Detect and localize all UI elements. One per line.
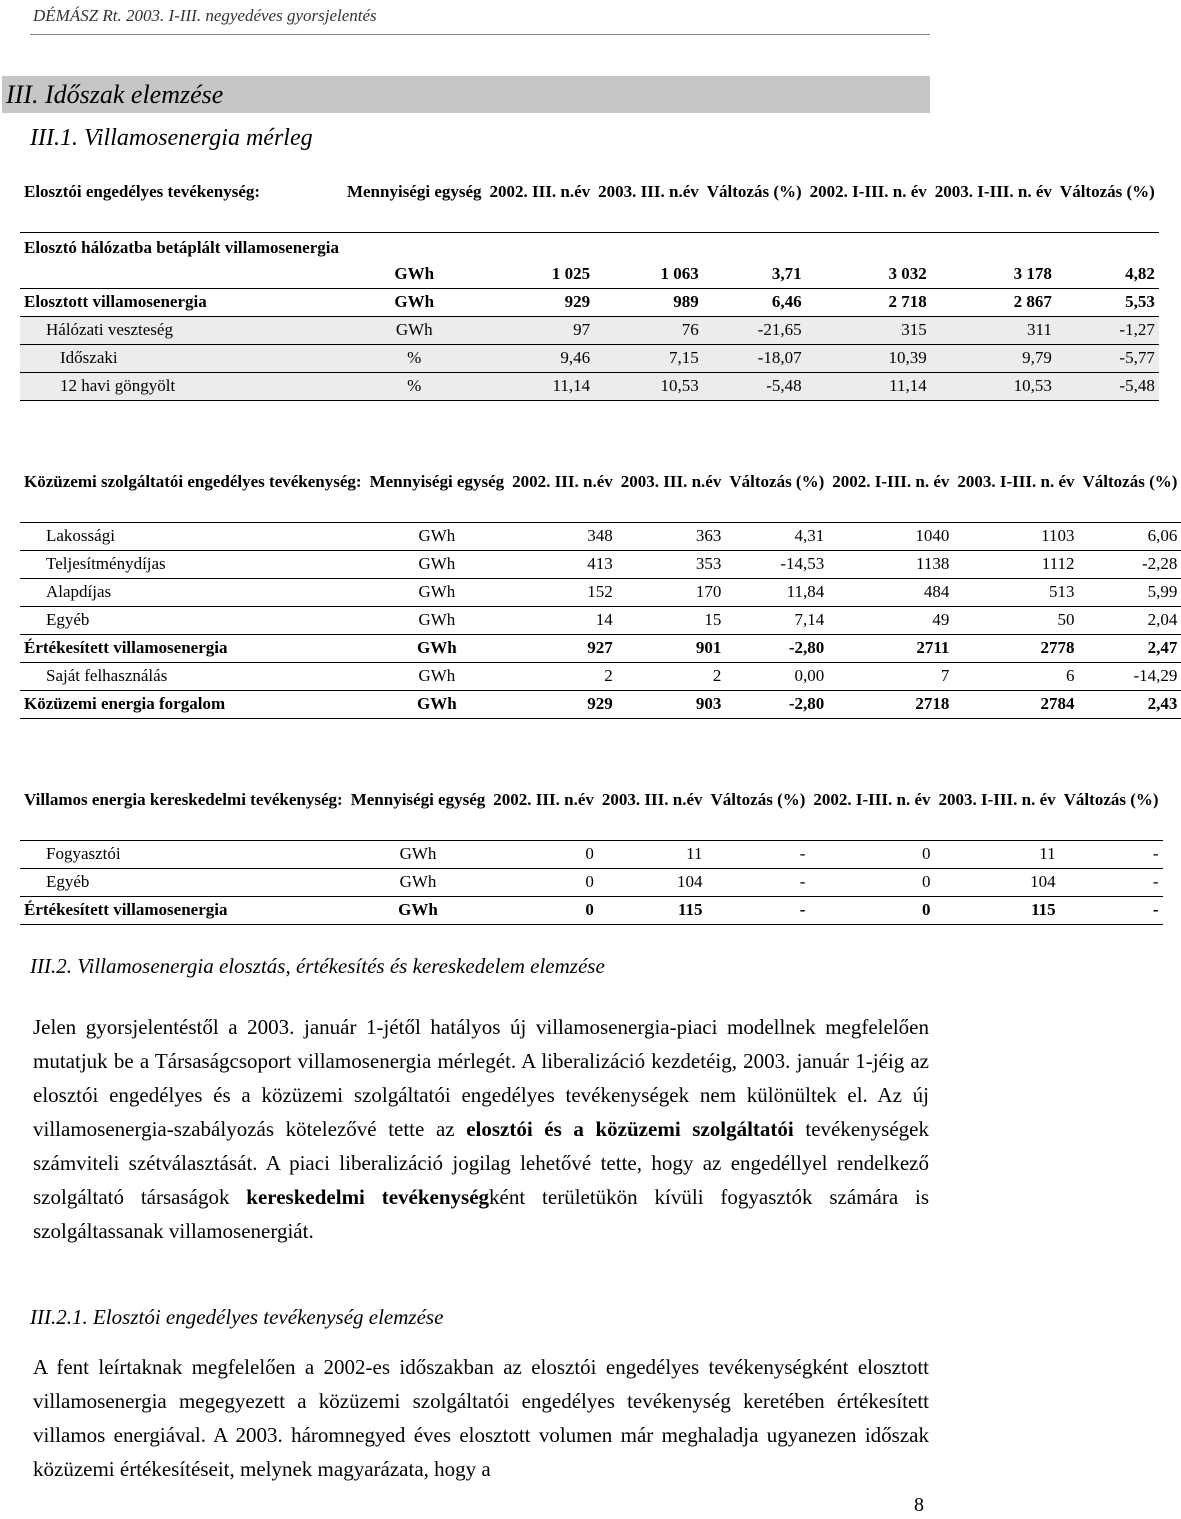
cell: 14: [595, 610, 613, 629]
cell: 989: [673, 292, 699, 311]
row-unit: GWh: [418, 610, 456, 629]
cell: 413: [587, 554, 613, 573]
col-header-2003-ytd: 2003. I-III. n. év: [934, 182, 1052, 201]
row-label: Értékesített villamosenergia: [24, 900, 228, 919]
header-divider: [30, 34, 930, 35]
row-label: Hálózati veszteség: [46, 320, 173, 339]
cell: 11,14: [552, 376, 591, 395]
col-header-change-ytd: Változás (%): [1063, 790, 1159, 809]
row-unit: GWh: [399, 844, 437, 863]
cell: -2,80: [788, 638, 825, 657]
cell: 0: [585, 900, 594, 919]
col-header-unit: Mennyiségi egység: [350, 790, 486, 809]
cell: -2,28: [1142, 554, 1178, 573]
cell: 97: [573, 320, 591, 339]
cell: 0: [922, 900, 931, 919]
cell: 7,14: [794, 610, 825, 629]
col-header-2002-ytd: 2002. I-III. n. év: [813, 790, 931, 809]
col-header-2002-ytd: 2002. I-III. n. év: [832, 472, 950, 491]
cell: 115: [1031, 900, 1056, 919]
cell: 2 867: [1013, 292, 1052, 311]
cell: -: [799, 872, 806, 891]
col-header-change-q3: Változás (%): [729, 472, 825, 491]
cell: -14,29: [1133, 666, 1178, 685]
cell: 170: [695, 582, 722, 601]
cell: 901: [695, 638, 722, 657]
cell: 2718: [915, 694, 950, 713]
cell: 2711: [916, 638, 950, 657]
cell: 5,53: [1125, 292, 1155, 311]
col-header-2003-ytd: 2003. I-III. n. év: [957, 472, 1075, 491]
table-row: [20, 288, 1159, 316]
cell: 513: [1049, 582, 1075, 601]
cell: 10,53: [1013, 376, 1052, 395]
col-header-change-q3: Változás (%): [706, 182, 802, 201]
cell: -21,65: [757, 320, 802, 339]
row-label: Elosztott villamosenergia: [24, 292, 207, 311]
cell: 10,53: [660, 376, 699, 395]
table-row: [20, 232, 1159, 288]
section-title: III. Időszak elemzése: [2, 76, 930, 113]
table-header-row: [20, 788, 1163, 840]
col-header-2002-ytd: 2002. I-III. n. év: [809, 182, 927, 201]
cell: 927: [587, 638, 613, 657]
cell: 348: [587, 526, 613, 545]
row-label: Lakossági: [46, 526, 115, 545]
row-label: Teljesítménydíjas: [46, 554, 166, 573]
cell: 49: [932, 610, 950, 629]
cell: 15: [704, 610, 722, 629]
trading-table: [20, 788, 1163, 925]
cell: 152: [587, 582, 613, 601]
row-label: Időszaki: [60, 348, 118, 367]
cell: 2: [604, 666, 613, 685]
cell: -: [799, 844, 806, 863]
cell: 6: [1066, 666, 1075, 685]
table-row: [20, 662, 1181, 690]
table-row: [20, 344, 1159, 372]
cell: 1112: [1041, 554, 1075, 573]
table-row: [20, 634, 1181, 662]
row-label: Saját felhasználás: [46, 666, 168, 685]
cell: -: [1152, 872, 1159, 891]
cell: 11,84: [786, 582, 825, 601]
table-row: [20, 522, 1181, 550]
cell: 0: [922, 844, 931, 863]
col-header-2003-q3: 2003. III. n.év: [598, 182, 699, 201]
table-row: [20, 606, 1181, 634]
cell: 0: [585, 872, 594, 891]
para-bold: kereskedelmi tevékenység: [246, 1185, 490, 1209]
cell: 6,06: [1147, 526, 1178, 545]
cell: -18,07: [757, 348, 802, 367]
cell: 0,00: [794, 666, 825, 685]
col-header-unit: Mennyiségi egység: [346, 182, 482, 201]
cell: 903: [695, 694, 722, 713]
cell: 11,14: [889, 376, 927, 395]
cell: 0: [922, 872, 931, 891]
cell: 10,39: [888, 348, 927, 367]
table-header-row: [20, 180, 1159, 232]
row-unit: GWh: [417, 638, 457, 657]
cell: 104: [677, 872, 703, 891]
cell: 3,71: [771, 263, 802, 283]
cell: 9,46: [560, 348, 591, 367]
col-header-change-ytd: Változás (%): [1059, 182, 1155, 201]
cell: 3 032: [888, 263, 927, 283]
cell: 9,79: [1022, 348, 1052, 367]
table-row: [20, 550, 1181, 578]
paragraph-intro: [33, 1010, 929, 1248]
section-3-title: III.2.1. Elosztói engedélyes tevékenység elemzése: [30, 1305, 444, 1329]
row-label: Elosztó hálózatba betáplált villamosenergia: [24, 237, 339, 257]
cell: 2778: [1040, 638, 1075, 657]
para-text: Jelen gyorsjelentéstől a 2003. január 1-jétől hatályos új villamosenergia-piaci modellnek megfelelően mutatjuk be a Társaságcsoport villamosenergia mérlegét. A liberalizáció kezdetéig, 2003. január 1-jéig az elosztói engedélyes és a közüzemi szolgáltatói engedélyes tevékenységek nem különültek el. Az új villamosenergia-szabályozás kötelezővé tette az: [33, 1015, 929, 1141]
col-header-2003-ytd: 2003. I-III. n. év: [938, 790, 1056, 809]
table-row: [20, 690, 1181, 718]
table-header-row: [20, 470, 1181, 522]
col-header-activity: Villamos energia kereskedelmi tevékenység:: [24, 790, 343, 809]
table-row: [20, 896, 1163, 924]
cell: 1040: [915, 526, 950, 545]
subsection-title: III.1. Villamosenergia mérleg: [30, 125, 313, 151]
table-row: [20, 840, 1163, 868]
report-header: DÉMÁSZ Rt. 2003. I-III. negyedéves gyorsjelentés: [33, 6, 377, 25]
row-label: 12 havi göngyölt: [60, 376, 176, 395]
cell: 50: [1057, 610, 1075, 629]
cell: 1103: [1041, 526, 1075, 545]
cell: 2 718: [888, 292, 927, 311]
para-bold: elosztói és a közüzemi szolgáltatói: [466, 1117, 794, 1141]
row-unit: %: [407, 376, 422, 395]
col-header-2002-q3: 2002. III. n.év: [489, 182, 591, 201]
col-header-2002-q3: 2002. III. n.év: [512, 472, 613, 491]
cell: 1 063: [660, 263, 699, 283]
cell: 315: [901, 320, 927, 339]
cell: 929: [564, 292, 591, 311]
cell: 5,99: [1147, 582, 1178, 601]
row-unit: GWh: [418, 582, 456, 601]
cell: -5,77: [1119, 348, 1155, 367]
cell: -14,53: [780, 554, 825, 573]
cell: 3 178: [1013, 263, 1052, 283]
page-number: 8: [914, 1494, 924, 1516]
row-label: Egyéb: [46, 872, 90, 891]
cell: 4,31: [794, 526, 825, 545]
col-header-2002-q3: 2002. III. n.év: [493, 790, 594, 809]
row-label: Értékesített villamosenergia: [24, 638, 228, 657]
cell: -: [1152, 844, 1159, 863]
cell: 0: [585, 844, 594, 863]
row-label: Alapdíjas: [46, 582, 112, 601]
col-header-activity: Elosztói engedélyes tevékenység:: [24, 182, 261, 201]
row-unit: %: [407, 348, 422, 367]
col-header-unit: Mennyiségi egység: [369, 472, 505, 491]
cell: 11: [686, 844, 703, 863]
row-label: Egyéb: [46, 610, 90, 629]
cell: 76: [681, 320, 699, 339]
table-row: [20, 372, 1159, 400]
cell: 2,04: [1147, 610, 1178, 629]
public-utility-table: [20, 470, 1181, 719]
table-row: [20, 868, 1163, 896]
cell: -: [799, 900, 806, 919]
table-row: [20, 316, 1159, 344]
cell: 1 025: [551, 263, 591, 283]
section-2-title: III.2. Villamosenergia elosztás, értékesítés és kereskedelem elemzése: [30, 954, 605, 978]
distribution-table: [20, 180, 1159, 401]
cell: 11: [1039, 844, 1056, 863]
row-unit: GWh: [418, 526, 456, 545]
cell: 6,46: [771, 292, 802, 311]
row-unit: GWh: [394, 263, 435, 283]
cell: 2: [712, 666, 722, 685]
cell: -2,80: [788, 694, 825, 713]
row-unit: GWh: [417, 694, 457, 713]
cell: -1,27: [1119, 320, 1155, 339]
row-unit: GWh: [395, 320, 433, 339]
cell: -: [1152, 900, 1159, 919]
paragraph-analysis: A fent leírtaknak megfelelően a 2002-es időszakban az elosztói engedélyes tevékenységként elosztott villamosenergia megegyezett a közüzemi szolgáltatói engedélyes tevékenység keretében értékesített villamos energiával. A 2003. háromnegyed éves elosztott volumen már meghaladja ugyanezen időszak közüzemi értékesítéseit, melynek magyarázata, hogy a: [33, 1355, 929, 1481]
cell: 2,47: [1147, 638, 1178, 657]
col-header-change-ytd: Változás (%): [1082, 472, 1178, 491]
row-unit: GWh: [418, 554, 456, 573]
cell: 363: [695, 526, 722, 545]
cell: 7,15: [669, 348, 699, 367]
cell: 2784: [1040, 694, 1075, 713]
cell: -5,48: [766, 376, 802, 395]
row-unit: GWh: [418, 666, 456, 685]
row-unit: GWh: [398, 900, 438, 919]
row-label: Fogyasztói: [46, 844, 121, 863]
para-text: tevékenységek számviteli szétválasztását. A piaci liberalizáció jogilag lehetővé tette, hogy az engedéllyel rendelkező szolgáltató társaságok: [33, 1117, 929, 1209]
cell: 104: [1030, 872, 1056, 891]
cell: 484: [923, 582, 950, 601]
row-unit: GWh: [399, 872, 437, 891]
cell: 1138: [916, 554, 950, 573]
cell: 115: [677, 900, 703, 919]
col-header-activity: Közüzemi szolgáltatói engedélyes tevékenység:: [24, 472, 362, 491]
row-label: Közüzemi energia forgalom: [24, 694, 226, 713]
col-header-2003-q3: 2003. III. n.év: [620, 472, 722, 491]
cell: 2,43: [1147, 694, 1178, 713]
cell: -5,48: [1119, 376, 1155, 395]
cell: 7: [940, 666, 950, 685]
para-text: ként területükön kívüli fogyasztók számára is szolgáltassanak villamosenergiát.: [33, 1185, 929, 1243]
cell: 4,82: [1125, 263, 1155, 283]
table-row: [20, 578, 1181, 606]
cell: 353: [695, 554, 722, 573]
cell: 311: [1027, 320, 1052, 339]
col-header-change-q3: Változás (%): [710, 790, 806, 809]
col-header-2003-q3: 2003. III. n.év: [601, 790, 703, 809]
cell: 929: [587, 694, 613, 713]
row-unit: GWh: [394, 292, 435, 311]
